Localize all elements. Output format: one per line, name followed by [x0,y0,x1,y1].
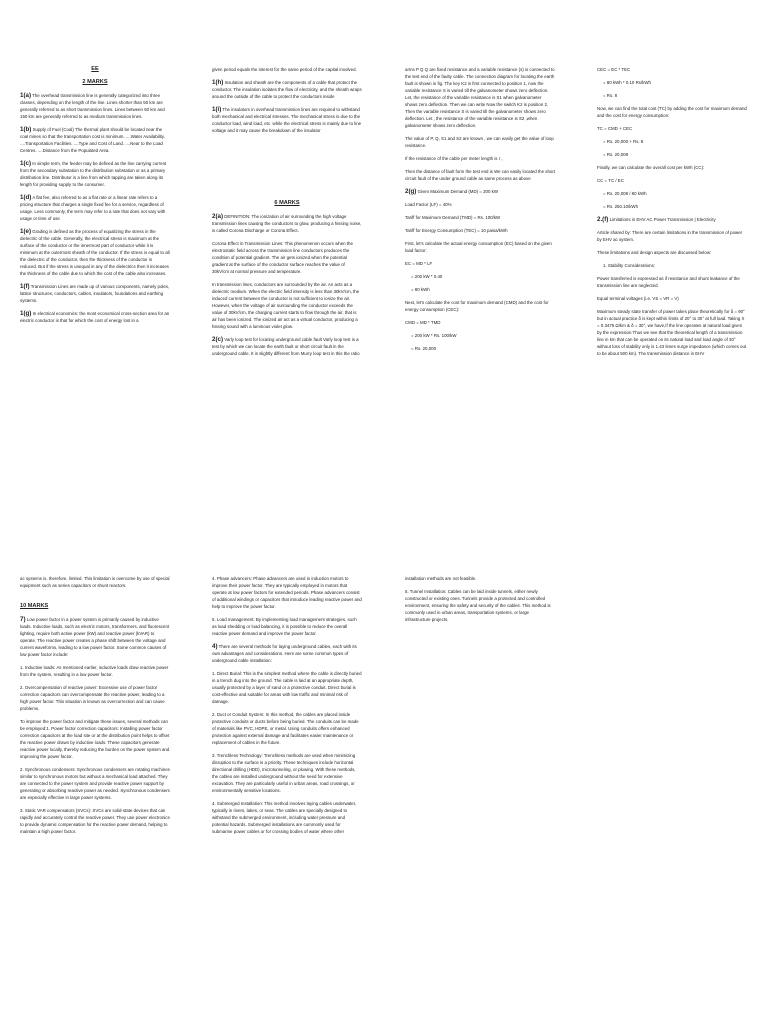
section-heading-6-marks: 6 MARKS [274,200,300,206]
formula-line: EC = MD * LF [405,261,433,266]
answer-1a: 1(a) The overhead transmission line is generally categorized into three classes, depending on the length of the line. Lines shorter than 50 km are generally referred to as short transmission lines. Lines between 50 km and 150 km are generally referred to as medium transmission lines. [20,92,165,119]
document-title: EE [91,66,99,72]
answer-1b: 1(b) Supply of Fuel (Coal) The thermal plant should be located near the coal mines so that the transportation cost is minimum. ....Water Availability. ....Transportation Facilities. ....Type and Cost of Land. ....Near to the Load Centres. ....Distance from the Populated Area. [20,126,165,153]
formula-line: = 80 kWh [411,287,430,292]
paragraph: In transmission lines, conductors are surrounded by the air. An acts as a dielectric medium. When the electric field intensity is less than 30kV/cm, the induced current between the conductor is not sufficient to ionize the air. However, when the voltage of air surrounding the conductor exceeds the value of 30kV/cm, the charging current starts to flow through the air, that is air has been ionized. The ionized air act as a virtual conductor, producing a hissing sound with a luminous violet glow. [212,282,360,329]
formula-line: TC = CMD + CEC [597,126,633,131]
paragraph: 2. Duct or Conduit System: In this method, the cables are placed inside protective conduits or ducts before being buried. The conduits can be made of materials like PVC, HDPE, or metal. Using conduits offers enhanced protection against external damage and facilitates easier maintenance or replacement of cables in the future. [212,712,359,745]
paragraph: First, let's calculate the actual energy consumption (EC) based on the given load factor: [405,241,552,253]
formula-line: = 200 kW * 0.40 [411,274,443,279]
paragraph: 3. Trenchless Technology: Trenchless methods are used when minimizing disruption to the surface is a priority. These techniques include horizontal directional drilling (HDD), microtunneling, or plowing. With these methods, the cables are installed underground without the need for extensive excavation. They are particularly useful in urban areas, road crossings, or environmentally sensitive locations. [212,753,356,793]
paragraph: Finally, we can calculate the overall cost per kWh (CC): [597,165,705,170]
answer-7: 7) Low power factor in a power system is primarily caused by inductive loads. Inductive loads, such as electric motors, transformers, and fluorescent lighting, require both active power (kW) and reactive power (kVAR) to operate. The reactive power creates a phase shift between the voltage and current waveforms, leading to a low power factor. Some common causes of low power factor include: [20,616,170,657]
list-item: 1. Stability Considerations: [603,263,655,268]
paragraph: arms P Q Q are fixed resistance and a variable resistance (s) is connected to the test end of the faulty cable. The connection diagram for locating the earth fault is shown in fig. The key K2 is first connected to position 1, now the variable resistance S is varied till the galvanometer shows zero deflection. Let, the resistance of the variable resistance is S1 when galvanometer shows zero deflection. Then we can write Now the switch K2 is position 2. Then the variable resistance S is varied till the galvanometer shows zero deflection. Let , the resistance of the variable resistance is S2 ,when galvanometer shows zero deflection. [405,67,555,128]
paragraph: 4. Phase advancers: Phase advancers are used in induction motors to improve their power factor. They are typically employed in motors that operate at low power factors for extended periods. Phase advancers consist of additional windings or capacitors that introduce leading reactive power and help to improve the power factor. [212,576,362,609]
paragraph: 5. Tunnel Installation: Cables can be laid inside tunnels, either newly constructed or existing ones. Tunnels provide a protected and controlled environment, ensuring the safety and security of the cables. This method is commonly used in urban areas, transportation systems, or large infrastructure projects. [405,589,551,622]
top-column-2 [212,66,362,363]
paragraph: 5. Load management: By implementing load management strategies, such as load shedding or load balancing, it is possible to reduce the overall reactive power demand and improve the power factor. [212,617,357,636]
top-column-3 [405,66,555,358]
formula-line: CEC = EC * TEC [597,67,631,72]
answer-2g: 2(g) Given Maximum Demand (MD) = 200 kW [405,188,498,195]
paragraph: Power transferred is expressed as if resistance and shunt leakance of the transmission line are neglected. [597,276,740,288]
paragraph: 1. Inductive loads: As mentioned earlier, inductive loads draw reactive power from the system, resulting in a low power factor. [20,665,169,677]
paragraph: ac systems is, therefore, limited. This limitation is overcome by use of special equipment such as series capacitors or shunt reactors. [20,576,170,588]
answer-1c: 1(c) In simple term, the feeder may be defined as the line carrying current from the secondary substation to the distribution substation or as a primary distribution line. Distributor is a line from which tapping are taken along its length for providing supply to the consumer. [20,160,167,187]
paragraph: Corona Effect in Transmission Lines: This phenomenon occurs when the electrostatic field across the transmission line conductors produces the condition of potential gradient. The air gets ionized when the potential gradient at the surface of the conductor surface reaches the value of 30kV/cm at normal pressure and temperature. [212,241,353,274]
section-heading-2-marks: 2 MARKS [82,79,108,85]
paragraph: Next, let's calculate the cost for maximum demand (CMD) and the cost for energy consumption (CEC): [405,300,549,312]
paragraph: 4. Submerged Installation: This method involves laying cables underwater, typically in rivers, lakes, or seas. The cables are specially designed to withstand the submerged environment, including water pressure and potential hazards. Submerged installations are commonly used for submarine power cables or for crossing bodies of water where other [212,801,357,834]
bottom-column-2 [212,575,362,841]
paragraph: Now, we can find the total cost (TC) by adding the cost for maximum demand and the cost for energy consumption: [597,106,747,118]
paragraph: 1. Direct Burial: This is the simplest method where the cable is directly buried in a trench dug into the ground. The cable is laid at an appropriate depth, usually protected by a layer of sand or a protective conduit. Direct burial is cost-effective and suitable for areas with low traffic and minimal risk of damage. [212,671,362,704]
paragraph: Maximum steady state transfer of power takes place theoretically for δ = 90° but in actual practice δ is kept within limits of 20° to 30° at full load. Taking X = 0.3475 Ω/km & δ = 30°, we have,If the line operates at natural load given by the expression Thus we see that the theoretical length of a transmission line in km that can be operated on its natural load and load angle of 30° without loss of stability only is 1.43 times surge impedance (which comes out to be about 500 km). The transmission distance in EHV [597,309,747,356]
bottom-column-3 [405,575,555,629]
formula-line: = Rs. 250.10/kWh [603,204,639,209]
answer-1f: 1(f) Transmission Lines are made up of various components, namely poles, lattice structures, conductors, cables, insulators, foundations and earthing systems. [20,283,170,303]
answer-2a: 2(a) DEFINITION: The ionization of air surrounding the high voltage transmission lines causing the conductors to glow, producing a hissing noise, is called Corona Discharge or Corona Effect. [212,213,362,233]
answer-1g: 1(g) In electrical economics: the most economical cross-section area for an electric conductor is that for which the cost of energy lost in a [20,310,170,323]
formula-line: = Rs. 20,008 [603,152,629,157]
paragraph: These limitations and design aspects are discussed below: [597,250,712,255]
formula-line: = 80 kWh * 0.10 Rs/kWh [603,80,651,85]
paragraph: To improve the power factor and mitigate these issues, several methods can be employed:1. Power factor correction capacitors: Installing power factor correction capacitors at the load site or at the distribution point helps to offset the reactive power drawn by inductive loads. These capacitors generate reactive power locally, thereby reducing the burden on the power system and improving the power factor. [20,719,170,759]
paragraph: The value of P, Q, S1 and S2 are known , we can easily get the value of loop resistance. [405,136,554,148]
section-heading-10-marks: 10 MARKS [20,603,49,609]
answer-1i: 1(i) The insulators in overhead transmission lines are required to withstand both mechanical and electrical stresses. The mechanical stress is due to the conductor load, wind load, etc. while the electrical stress is mainly due to line voltage and it may cause the breakdown of the insulator [212,106,362,133]
formula-line: CC = TC / EC [597,178,624,183]
top-column-4 [597,66,747,363]
answer-1d: 1(d) A flat fee, also referred to as a flat rate or a linear rate refers to a pricing structure that charges a single fixed fee for a service, regardless of usage. Less commonly, the term may refer to a rate that does not vary with usage or time of use [20,194,166,221]
answer-2f: 2.(f) Limitations in EHV AC Power Transmission | Electricity [597,216,716,223]
answer-2c: 2(c) Varly loop test for locating underground cable fault Varly loop test is a test by which we can locate the earth fault or short circuit fault in the underground cable. It is slightly different from Murry loop test in this the ratio [212,336,360,356]
paragraph: Then the distance of fault form the test end is We can easily located the short circuit fault of the under ground cable as same process as above [405,169,556,181]
paragraph: Equal terminal voltages (i.e. VS = VR = V) [597,296,679,301]
formula-line: = Rs. 8 [603,93,618,98]
formula-line: = Rs. 20,000 + Rs. 8 [603,139,644,144]
answer-1h: 1(h) Insulation and sheath are the components of a cable that protect the conductor. The insulation isolates the flow of electricity, and the sheath wraps around the outside of the cable to protect the conductors inside [212,79,362,99]
paragraph: Article shared by: There are certain limitations in the transmission of power by EHV ac system. [597,230,743,242]
answer-1e: 1(e) Grading is defined as the process of equalizing the stress in the dielectric of the cable. Generally, the electrical stress is maximum at the surface of the conductor or the innermost part of conductor while it is minimum at the outermost sheath of the conductor. If the stress is equal to all the dielectric of the conductor, then the thickness of the conductor is reduced. But if the stress is unequal in any of the dielectrics then it increases the thickness of the cable due to which the cost of the cable also increases. [20,228,170,276]
formula-line: = Rs. 20,000 [411,346,437,351]
formula-line: Load Factor (LF) = 40% [405,202,452,207]
paragraph: given period equals the interest for the same period of the capital involved. [212,67,357,72]
answer-4: 4) There are several methods for laying underground cables, each with its own advantages and considerations. Here are some common types of underground cable installation: [212,643,357,663]
paragraph: 2. Overcompensation of reactive power: Excessive use of power factor correction capacitors can overcompensate the reactive power, leading to a high power factor. This situation is known as overcorrection and can cause problems. [20,685,165,711]
bottom-column-1 [20,575,170,841]
formula-line: Tariff for Energy Consumption (TEC) = 10 paisa/kWh [405,228,508,233]
formula-line: Tariff for Maximum Demand (TMD) = Rs. 100/kW [405,215,501,220]
formula-line: CMD = MD * TMD [405,320,441,325]
formula-line: = 200 kW * Rs. 100/kW [411,333,457,338]
paragraph: 3. Static VAR compensators (SVCs): SVCs are solid-state devices that can rapidly and accurately control the reactive power. They use power electronics to provide dynamic compensation for the reactive power demand, helping to maintain a high power factor. [20,808,170,834]
paragraph: installation methods are not feasible. [405,576,477,581]
top-column-1 [20,66,170,330]
paragraph: 2. Synchronous condensers: Synchronous condensers are rotating machines similar to synchronous motors but without a mechanical load attached. They are connected to the power system and provide reactive power support by generating or absorbing reactive power as needed. Synchronous condensers are especially effective in large power systems. [20,767,170,800]
formula-line: = Rs. 20,008 / 80 kWh [603,191,647,196]
paragraph: If the resistance of the cable per meter length is r , [405,156,503,161]
